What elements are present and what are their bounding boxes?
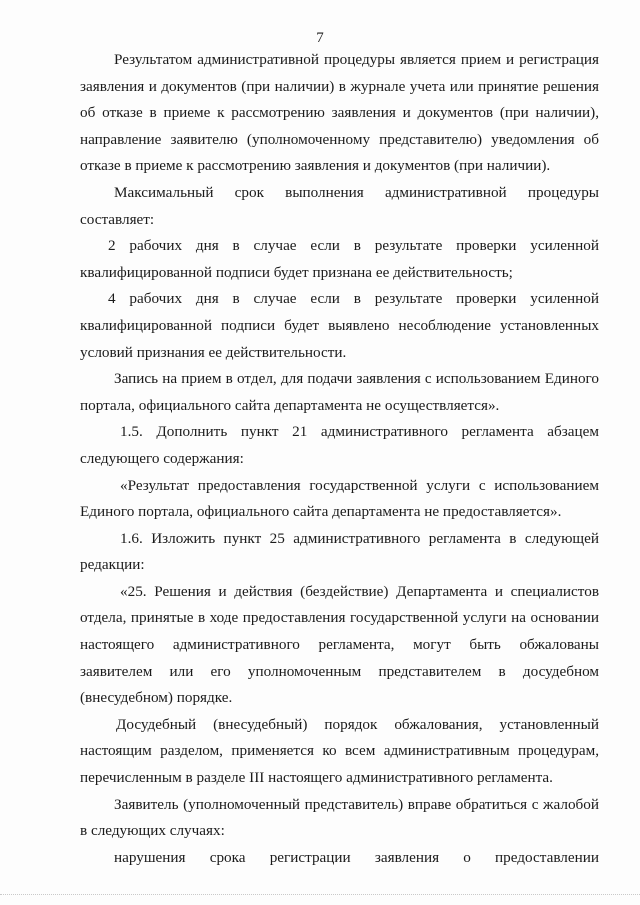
paragraph-item-1-5: 1.5. Дополнить пункт 21 административного регламента абзацем следующего содержания: [80,423,599,467]
page-number: 7 [316,30,324,46]
paragraph-max-term: Максимальный срок выполнения административной процедуры составляет: [80,183,599,228]
paragraph-item-1-6: 1.6. Изложить пункт 25 административного регламента в следующей редакции: [80,529,599,574]
paragraph-item-25: «25. Решения и действия (бездействие) Департамента и специалистов отдела, принятые в ходе предоставления государственной услуги на основании настоящего административного регламента, могут быть обжалованы заявителем или его уполномоченным представителем в досудебном (внесудебном) порядке. [80,582,599,707]
paragraph-appointment: Запись на прием в отдел, для подачи заявления с использованием Единого портала, официального сайта департамента не осуществляется». [80,370,599,414]
paragraph-two-working-days: 2 рабочих дня в случае если в результате проверки усиленной квалифицированной подписи будет признана ее действительность; [80,237,599,281]
scan-edge-line [0,894,640,896]
paragraph-result-quote: «Результат предоставления государственной услуги с использованием Единого портала, официального сайта департамента не предоставляется». [80,476,599,521]
paragraph-procedure-result: Результатом административной процедуры является прием и регистрация заявления и документов (при наличии) в журнале учета или принятие решения об отказе в приеме к рассмотрению заявления и документов (при наличии), направление заявителю (уполномоченному представителю) уведомления об отказе в приеме к рассмотрению заявления и документов (при наличии). [80,51,599,175]
paragraph-four-working-days: 4 рабочих дня в случае если в результате проверки усиленной квалифицированной подписи будет выявлено несоблюдение установленных условий признания ее действительности. [80,290,599,361]
paragraph-complaint-cases: Заявитель (уполномоченный представитель) вправе обратиться с жалобой в следующих случаях: [80,795,599,840]
document-body [80,47,599,871]
paragraph-pretrial-procedure: Досудебный (внесудебный) порядок обжалования, установленный настоящим разделом, применяется ко всем административным процедурам, перечисленным в разделе III настоящего административного регламента. [80,715,599,787]
paragraph-violation-term: нарушения срока регистрации заявления о предоставлении [114,848,599,866]
